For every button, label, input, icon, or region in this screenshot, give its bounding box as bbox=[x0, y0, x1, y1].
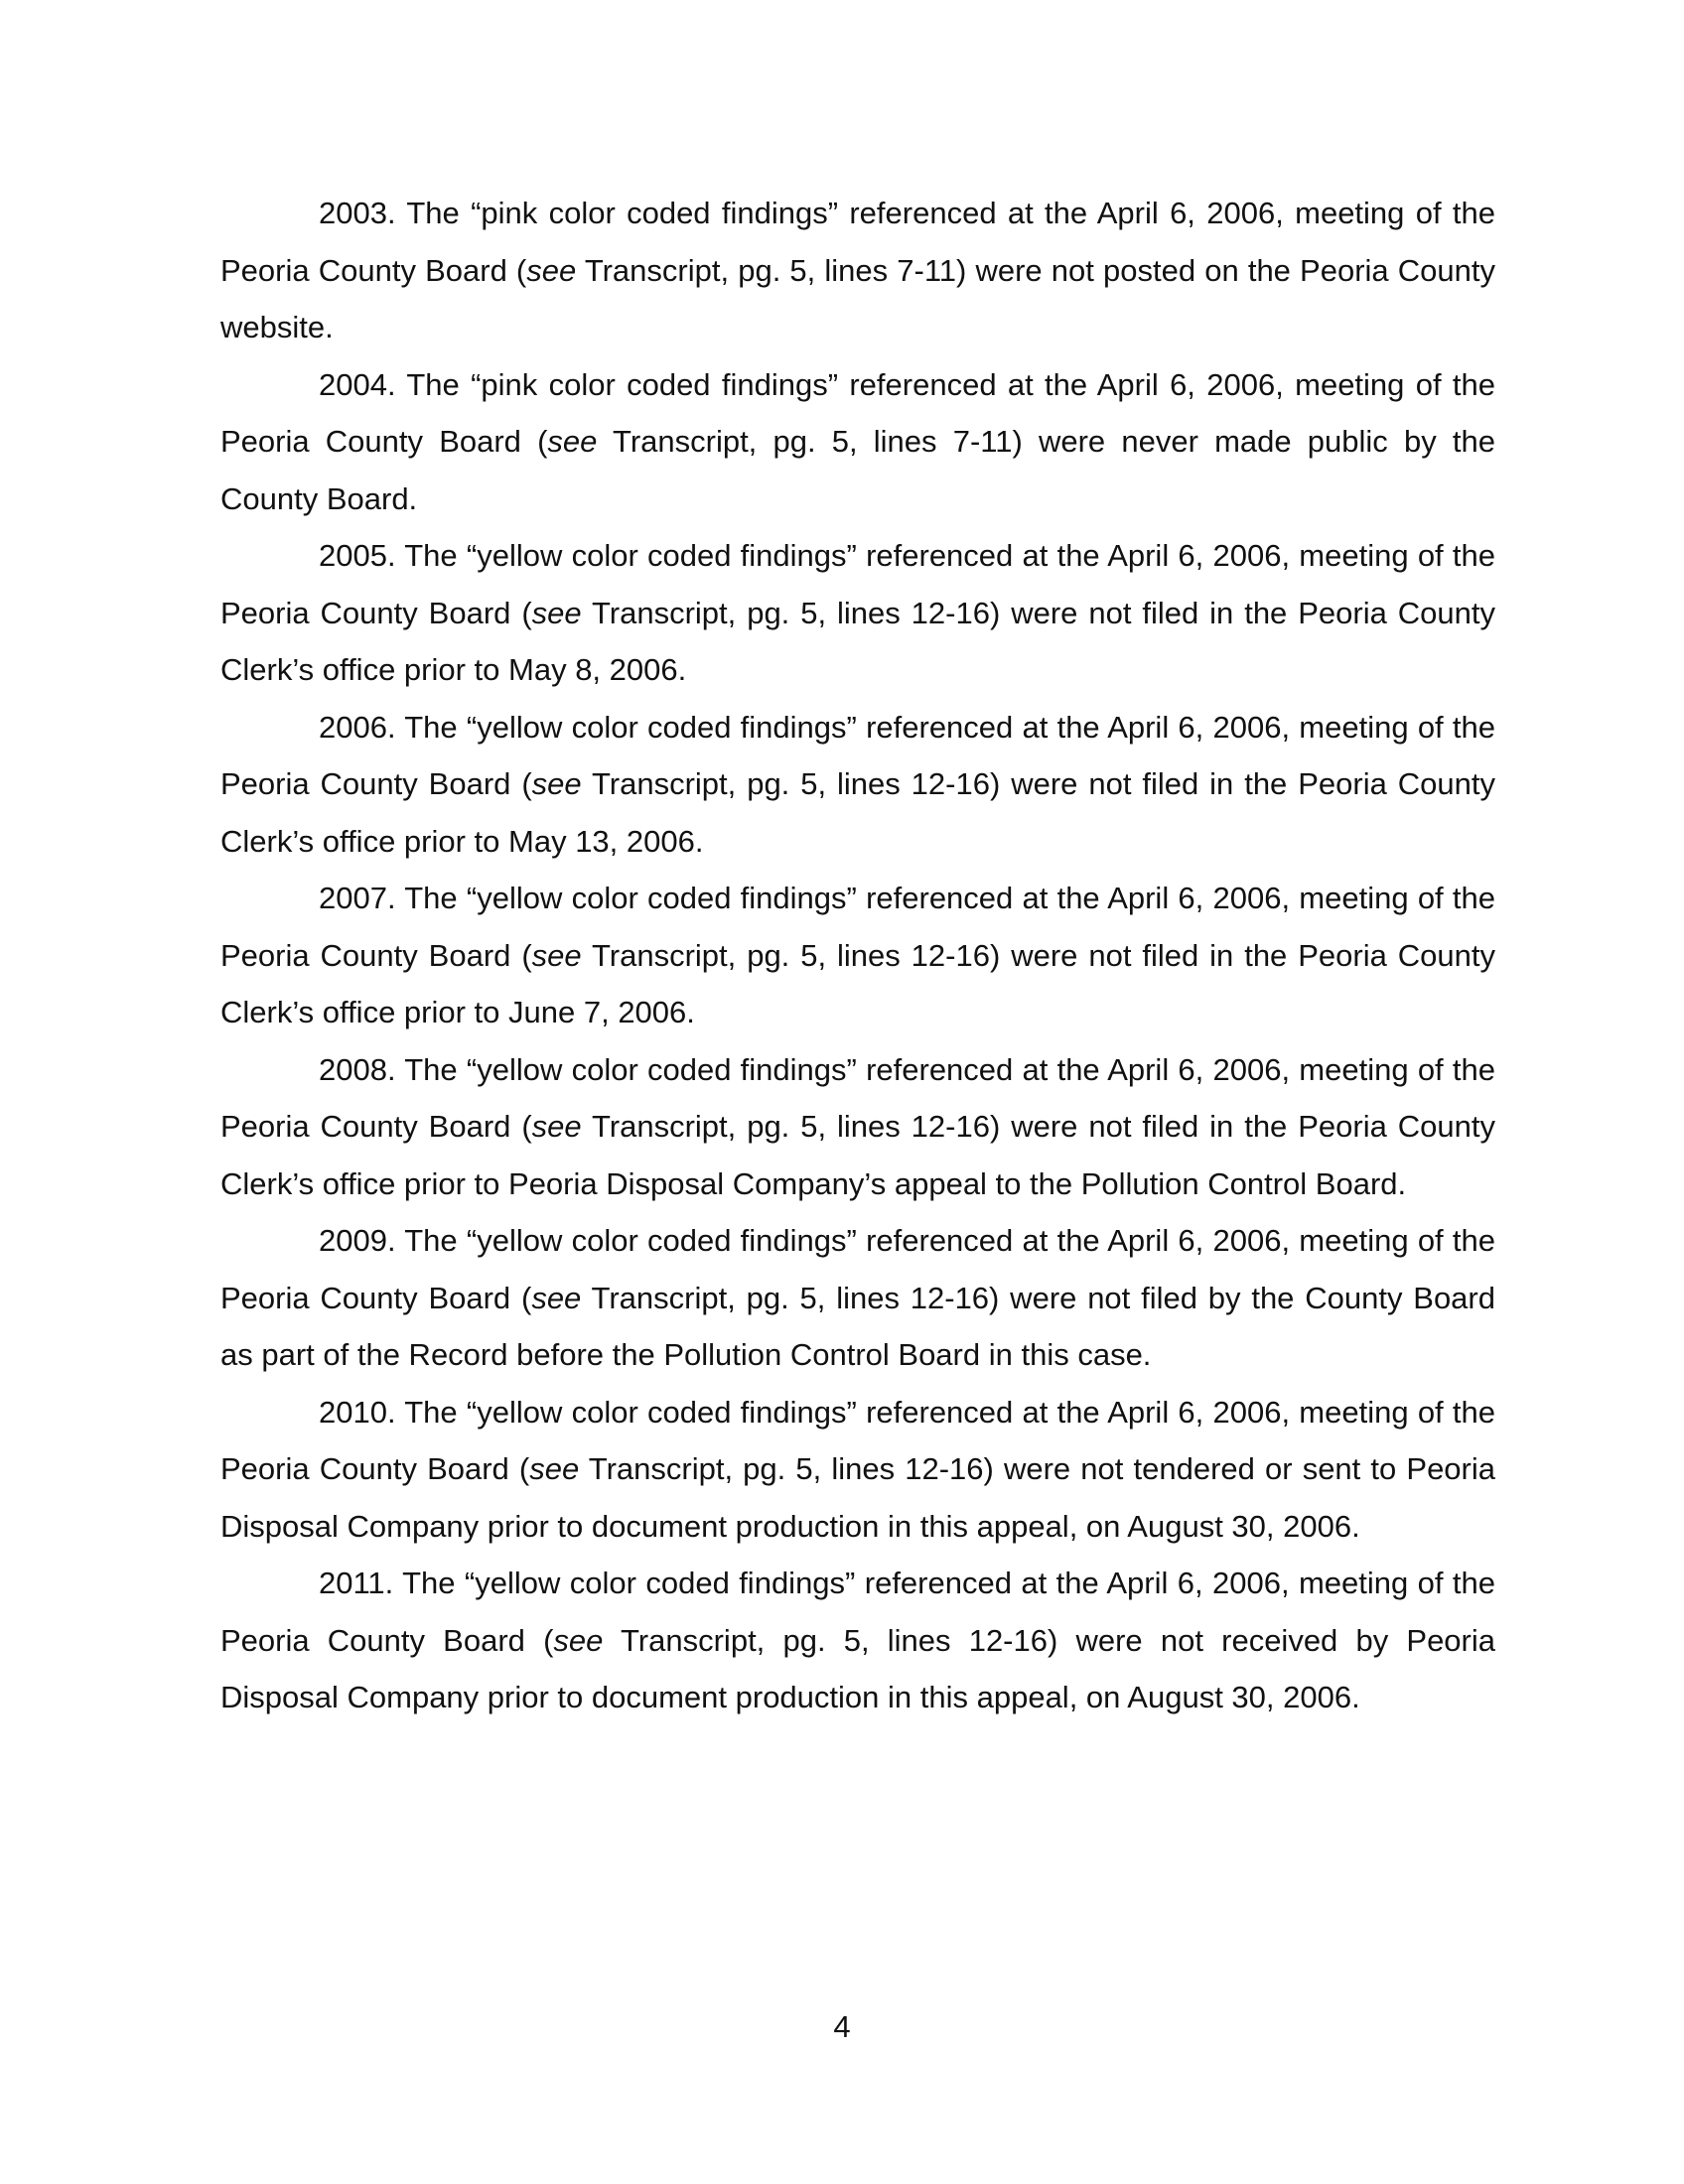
paragraph-text: Transcript, pg. 5, lines 12-16) were not filed by the County Board as part of the Record before the Pollution Control Board in this case. bbox=[220, 1280, 1495, 1372]
paragraph-number: 2007. bbox=[319, 881, 396, 915]
paragraph-text: Transcript, pg. 5, lines 12-16) were not filed in the Peoria County Clerk’s office prior to June 7, 2006. bbox=[220, 937, 1495, 1029]
paragraph-text: The “yellow color coded findings” referenced at the April 6, 2006, meeting of the Peoria County Board ( bbox=[220, 1223, 1495, 1315]
paragraph-2008 bbox=[220, 1041, 1495, 1213]
paragraph-text: Transcript, pg. 5, lines 12-16) were not received by Peoria Disposal Company prior to document production in this appeal, on August 30, 2006. bbox=[220, 1622, 1496, 1714]
paragraph-2009 bbox=[220, 1212, 1495, 1384]
document-body bbox=[220, 185, 1495, 1726]
paragraph-text: The “pink color coded findings” referenced at the April 6, 2006, meeting of the Peoria County Board ( bbox=[220, 366, 1495, 459]
paragraph-number: 2005. bbox=[319, 538, 396, 573]
paragraph-number: 2003. bbox=[319, 196, 396, 230]
paragraph-text: The “yellow color coded findings” referenced at the April 6, 2006, meeting of the Peoria County Board ( bbox=[220, 1566, 1495, 1658]
paragraph-italic: see bbox=[531, 937, 582, 973]
paragraph-italic: see bbox=[553, 1622, 604, 1658]
paragraph-italic: see bbox=[531, 1109, 582, 1144]
paragraph-text: Transcript, pg. 5, lines 12-16) were not filed in the Peoria County Clerk’s office prior to Peoria Disposal Company’s appeal to the Pollution Control Board. bbox=[220, 1109, 1495, 1201]
paragraph-italic: see bbox=[531, 1280, 582, 1315]
paragraph-number: 2010. bbox=[319, 1394, 396, 1430]
paragraph-text: Transcript, pg. 5, lines 12-16) were not tendered or sent to Peoria Disposal Company prior to document production in this appeal, on August 30, 2006. bbox=[220, 1451, 1495, 1544]
paragraph-number: 2009. bbox=[319, 1223, 396, 1258]
paragraph-text: Transcript, pg. 5, lines 7-11) were not posted on the Peoria County website. bbox=[220, 252, 1496, 344]
paragraph-text: The “pink color coded findings” referenced at the April 6, 2006, meeting of the Peoria County Board ( bbox=[220, 196, 1495, 288]
paragraph-text: Transcript, pg. 5, lines 12-16) were not filed in the Peoria County Clerk’s office prior to May 13, 2006. bbox=[220, 766, 1495, 859]
paragraph-text: The “yellow color coded findings” referenced at the April 6, 2006, meeting of the Peoria County Board ( bbox=[220, 881, 1495, 973]
paragraph-italic: see bbox=[547, 424, 598, 459]
paragraph-2007 bbox=[220, 870, 1495, 1041]
paragraph-italic: see bbox=[531, 595, 582, 630]
paragraph-italic: see bbox=[529, 1451, 580, 1486]
paragraph-text: Transcript, pg. 5, lines 12-16) were not filed in the Peoria County Clerk’s office prior to May 8, 2006. bbox=[220, 595, 1495, 687]
paragraph-2006 bbox=[220, 699, 1495, 871]
paragraph-2010 bbox=[220, 1384, 1495, 1556]
paragraph-text: The “yellow color coded findings” referenced at the April 6, 2006, meeting of the Peoria County Board ( bbox=[220, 1394, 1495, 1486]
paragraph-number: 2006. bbox=[319, 709, 396, 745]
paragraph-text: The “yellow color coded findings” referenced at the April 6, 2006, meeting of the Peoria County Board ( bbox=[220, 1051, 1495, 1144]
paragraph-2004 bbox=[220, 356, 1495, 528]
paragraph-2011 bbox=[220, 1555, 1495, 1726]
paragraph-text: Transcript, pg. 5, lines 7-11) were never made public by the County Board. bbox=[220, 424, 1495, 516]
paragraph-italic: see bbox=[531, 766, 582, 801]
paragraph-number: 2004. bbox=[319, 366, 396, 402]
paragraph-number: 2011. bbox=[319, 1566, 394, 1600]
page-number: 4 bbox=[833, 2009, 851, 2044]
paragraph-text: The “yellow color coded findings” referenced at the April 6, 2006, meeting of the Peoria County Board ( bbox=[220, 709, 1495, 801]
paragraph-italic: see bbox=[526, 252, 577, 288]
paragraph-text: The “yellow color coded findings” referenced at the April 6, 2006, meeting of the Peoria County Board ( bbox=[220, 538, 1495, 630]
paragraph-2003 bbox=[220, 185, 1495, 356]
paragraph-number: 2008. bbox=[319, 1051, 396, 1087]
paragraph-2005 bbox=[220, 527, 1495, 699]
